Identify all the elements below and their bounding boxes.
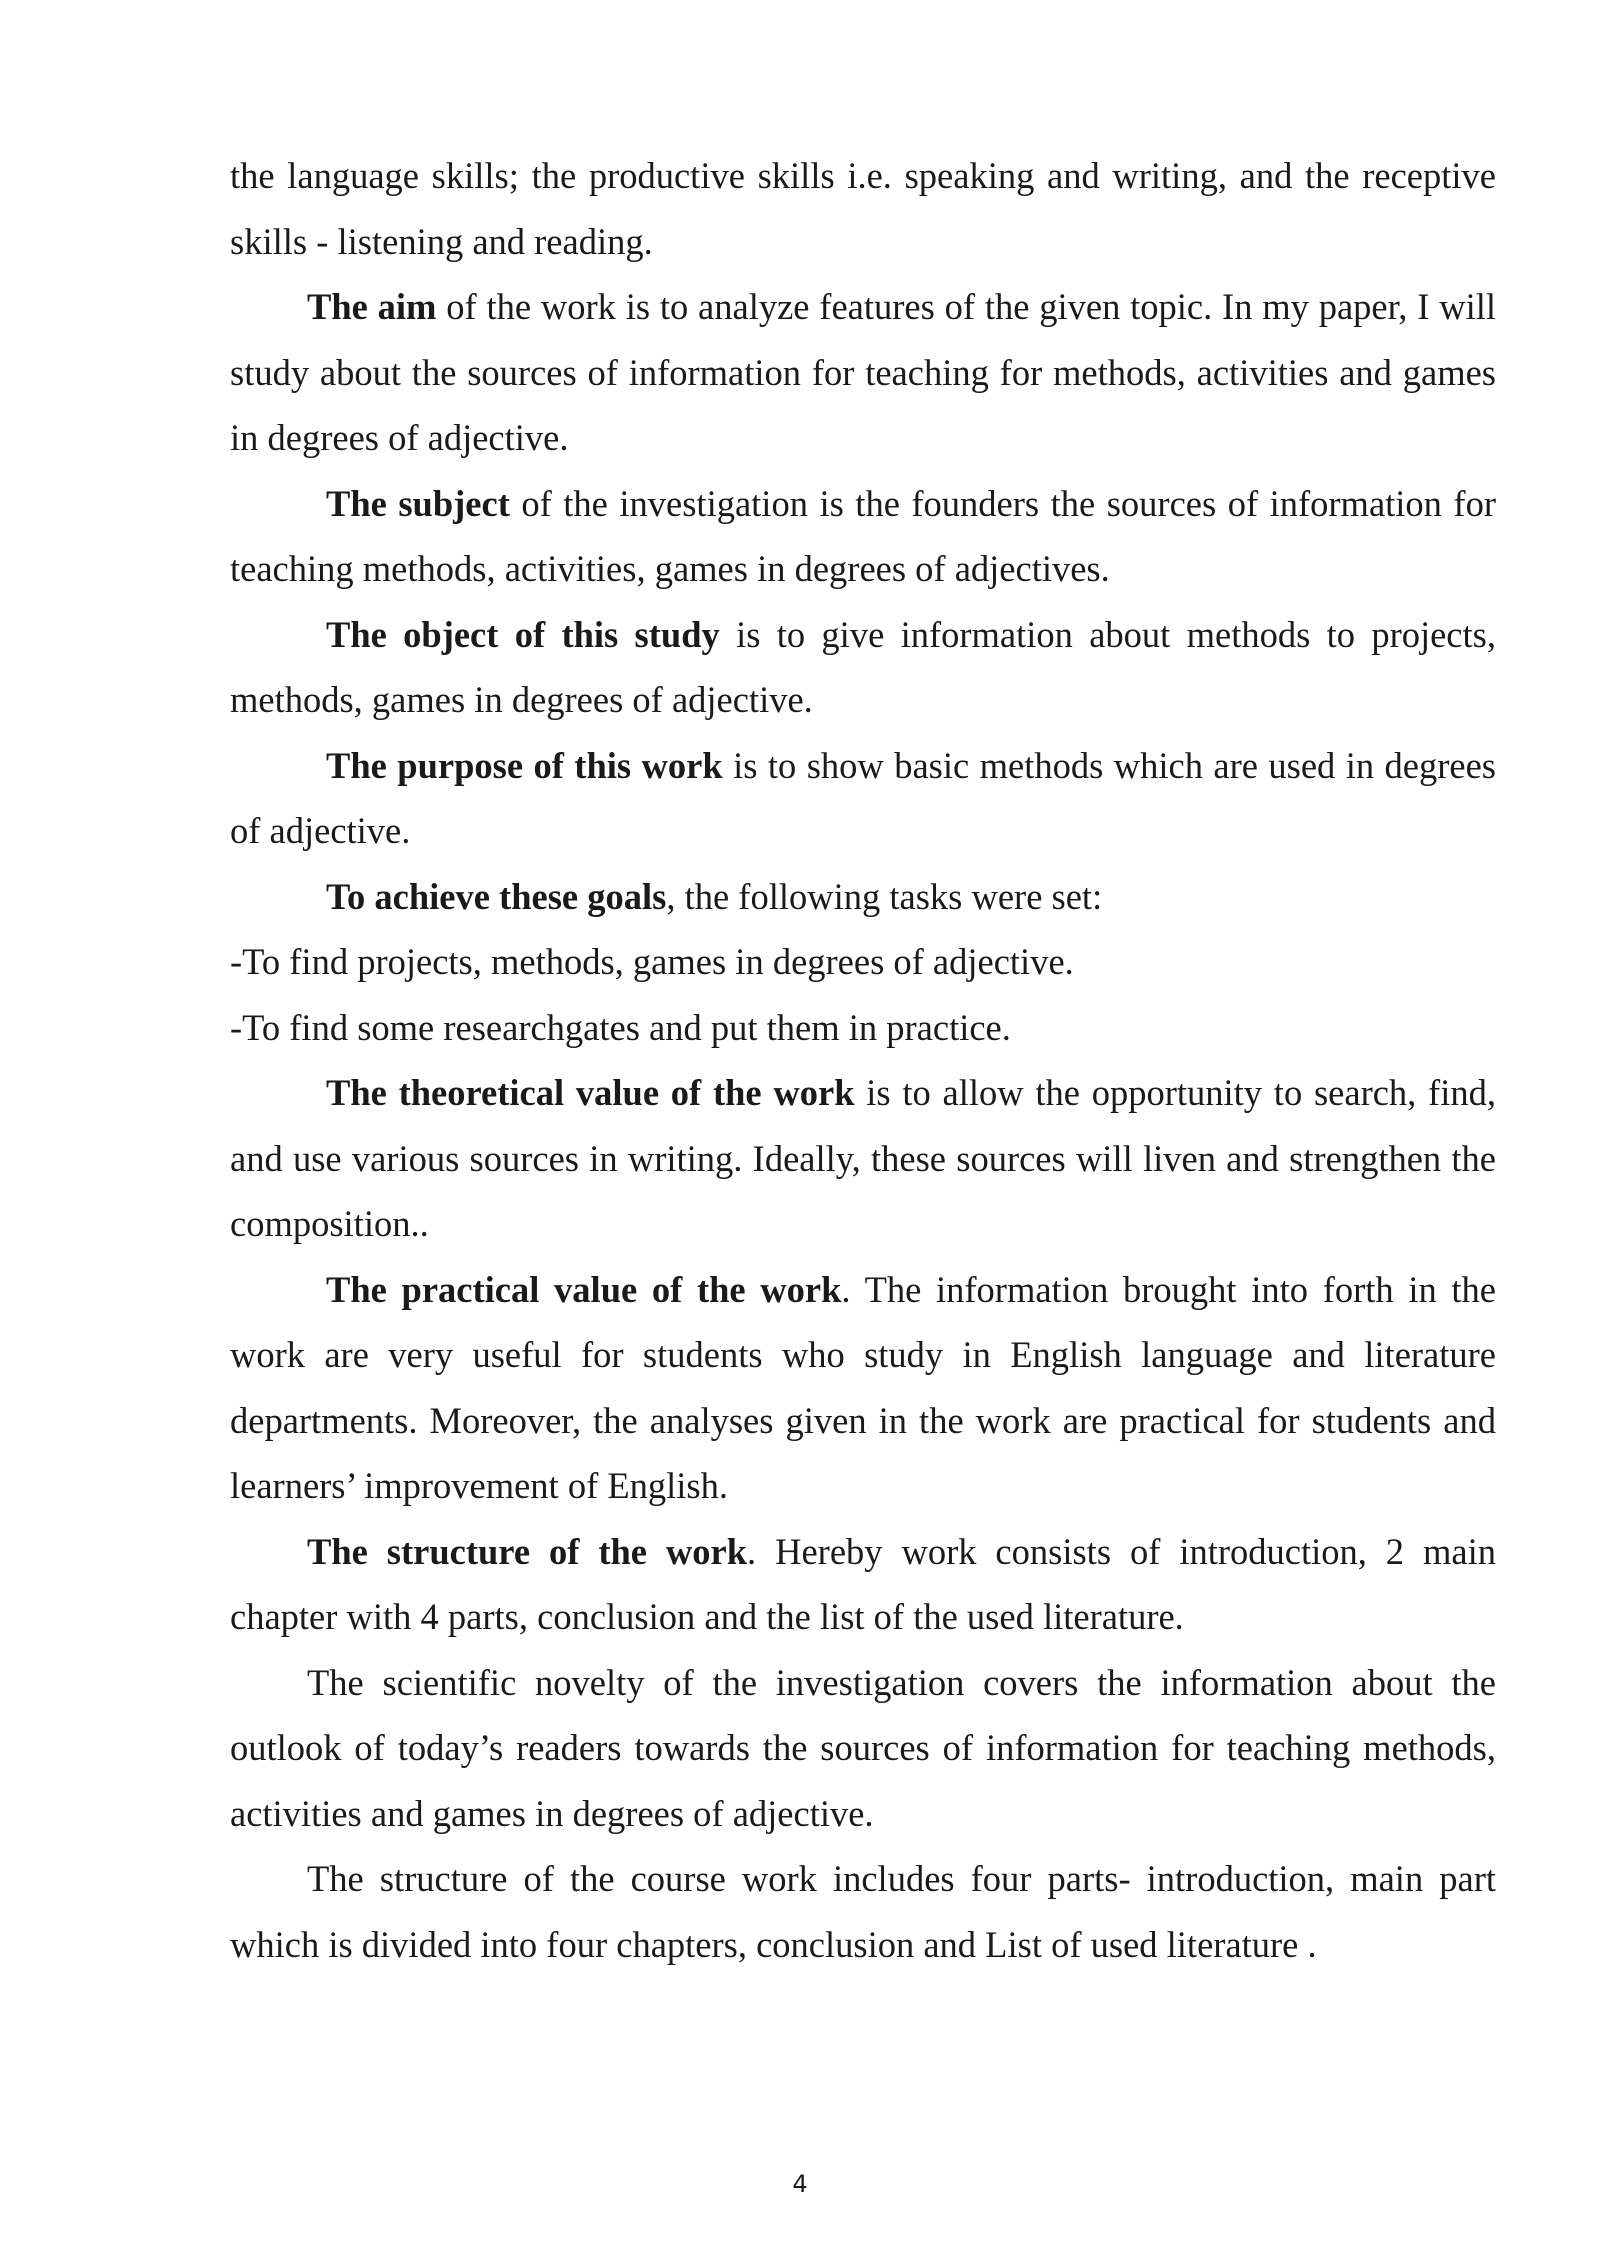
list-item-task-1 <box>230 929 1496 995</box>
paragraph-language-skills <box>230 143 1496 274</box>
paragraph-text: the language skills; the productive skills i.e. speaking and writing, and the receptive skills - listening and reading. <box>230 155 1496 262</box>
paragraph-text: is to allow the opportunity to search, find, and use various sources in writing. Ideally, these sources will liven and strengthen the composition.. <box>230 1072 1496 1244</box>
paragraph-lead: The theoretical value of the work <box>326 1072 855 1113</box>
paragraph-practical-value <box>230 1257 1496 1519</box>
paragraph-theoretical-value <box>230 1060 1496 1257</box>
paragraph-goals <box>230 864 1496 930</box>
paragraph-aim <box>230 274 1496 471</box>
paragraph-structure <box>230 1519 1496 1650</box>
paragraph-text: is to give information about methods to projects, methods, games in degrees of adjective. <box>230 613 1496 720</box>
paragraph-text: of the investigation is the founders the sources of information for teaching methods, activities, games in degrees of adjectives. <box>230 482 1496 589</box>
paragraph-lead: The purpose of this work <box>326 744 723 786</box>
paragraph-text: The structure of the course work includes four parts- introduction, main part which is divided into four chapters, conclusion and List of used literature . <box>230 1858 1496 1965</box>
paragraph-text: -To find projects, methods, games in degrees of adjective. <box>230 941 1074 982</box>
paragraph-lead: The object of this study <box>326 613 720 655</box>
paragraph-lead: The aim <box>307 286 437 327</box>
paragraph-text: , the following tasks were set: <box>666 875 1103 917</box>
paragraph-text: of the work is to analyze features of the given topic. In my paper, I will study about the sources of information for teaching for methods, activities and games in degrees of adjective. <box>230 286 1496 458</box>
paragraph-purpose <box>230 733 1496 864</box>
paragraph-lead: The subject <box>326 482 510 524</box>
paragraph-object <box>230 602 1496 733</box>
paragraph-lead: To achieve these goals <box>326 875 667 917</box>
paragraph-scientific-novelty <box>230 1650 1496 1847</box>
paragraph-text: . Hereby work consists of introduction, 2 main chapter with 4 parts, conclusion and the list of the used literature. <box>230 1530 1496 1637</box>
page-number: 4 <box>792 2170 808 2198</box>
paragraph-text: -To find some researchgates and put them in practice. <box>230 1006 1011 1048</box>
paragraph-text: . The information brought into forth in the work are very useful for students who study in English language and literature departments. Moreover, the analyses given in the work are practical for students and learners’ improvement of English. <box>230 1268 1497 1506</box>
list-item-task-2 <box>230 995 1496 1061</box>
paragraph-course-structure <box>230 1846 1496 1977</box>
paragraph-subject <box>230 471 1496 602</box>
paragraph-lead: The practical value of the work <box>326 1268 842 1310</box>
paragraph-lead: The structure of the work <box>307 1530 748 1572</box>
body-text <box>230 143 1496 1977</box>
paragraph-text: is to show basic methods which are used in degrees of adjective. <box>230 744 1496 851</box>
paragraph-text: The scientific novelty of the investigation covers the information about the outlook of today’s readers towards the sources of information for teaching methods, activities and games in degrees of adjective. <box>230 1661 1496 1834</box>
